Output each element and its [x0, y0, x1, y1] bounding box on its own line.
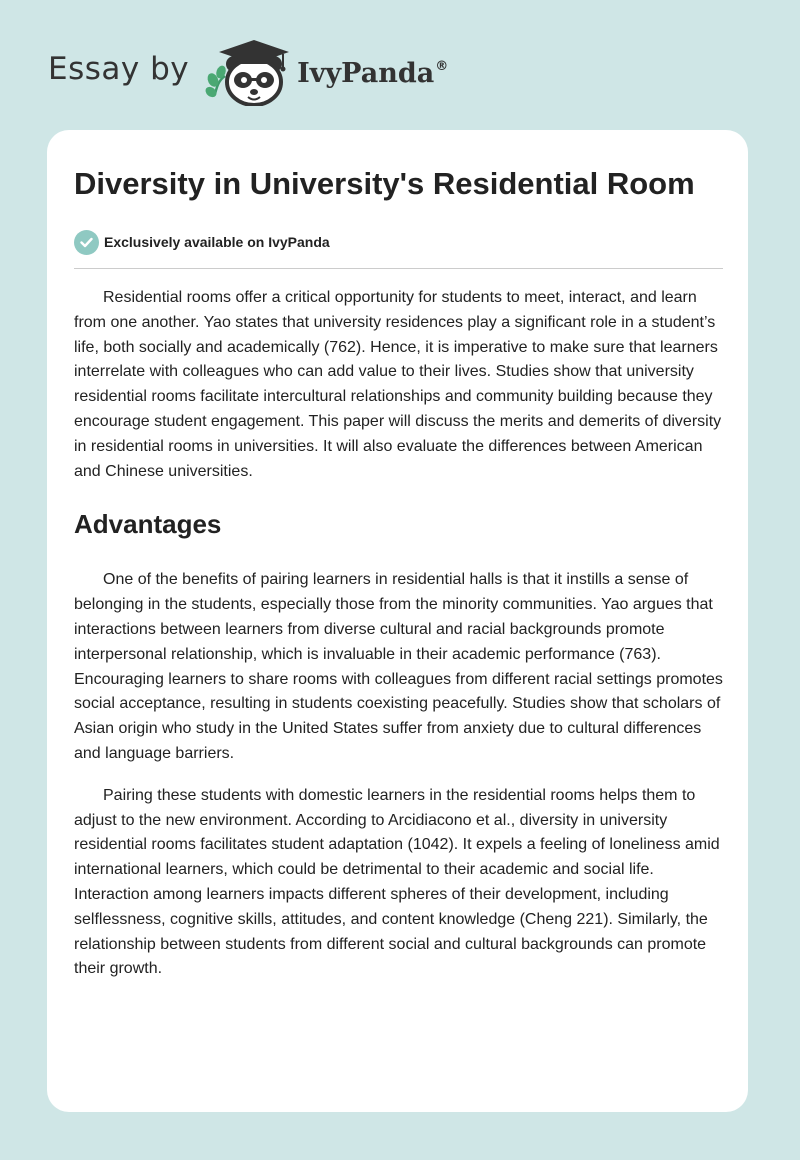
- exclusive-badge: [74, 228, 724, 256]
- intro-paragraph: Residential rooms offer a critical opportunity for students to meet, interact, and learn from one another. Yao states that university residences play a significant role in a student’s life, both socially and academically (762). Hence, it is imperative to make sure that learners interrelate with colleagues who can add value to their lives. Studies show that university residential rooms facilitate intercultural relationships and community building because they encourage student engagement. This paper will discuss the merits and demerits of diversity in residential rooms in universities. It will also evaluate the differences between American and Chinese universities.: [74, 289, 722, 480]
- article-content: [74, 164, 724, 982]
- body-paragraph-1: One of the benefits of pairing learners in residential halls is that it instills a sense of belonging in the students, especially those from the minority communities. Yao argues that interactions between learners from diverse cultural and racial backgrounds promote interpersonal relationship, which is invaluable in their academic performance (763). Encouraging learners to share rooms with colleagues from different racial settings promotes social acceptance, resulting in students coexisting peacefully. Studies show that scholars of Asian origin who study in the United States suffer from anxiety due to cultural differences and language barriers.: [74, 571, 723, 762]
- section-heading: Advantages: [74, 509, 222, 540]
- registered-mark: ®: [435, 58, 449, 74]
- page-title: Diversity in University's Residential Room: [74, 166, 695, 201]
- panda-logo-icon: [203, 36, 295, 106]
- check-icon: [74, 230, 99, 255]
- brand-name: IvyPanda®: [297, 57, 449, 89]
- brand-prefix: Essay by: [48, 51, 190, 87]
- article-card: [47, 130, 748, 1112]
- body-paragraph-2: Pairing these students with domestic learners in the residential rooms helps them to adjust to the new environment. According to Arcidiacono et al., diversity in university residential rooms facilitates student adaptation (1042). It expels a feeling of loneliness amid international learners, which could be detrimental to their academic and social life. Interaction among learners impacts different spheres of their development, including selflessness, cognitive skills, attitudes, and content knowledge (Cheng 221). Similarly, the relationship between students from different social and cultural backgrounds can promote their growth.: [74, 786, 720, 978]
- divider: [74, 268, 723, 269]
- brand-logo[interactable]: [48, 36, 448, 106]
- exclusive-label: Exclusively available on IvyPanda: [104, 234, 330, 250]
